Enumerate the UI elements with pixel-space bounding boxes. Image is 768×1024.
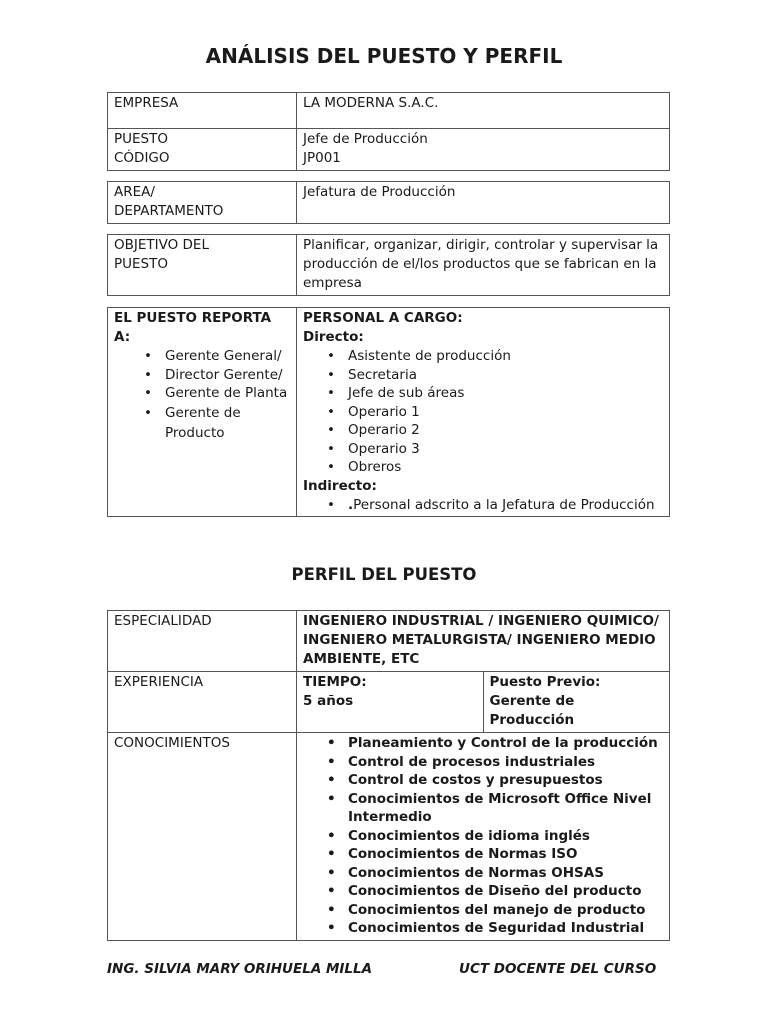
puesto-code: JP001	[303, 150, 341, 166]
indirecto-label: Indirecto:	[303, 477, 377, 494]
empresa-value: LA MODERNA S.A.C.	[297, 93, 670, 129]
list-item: • Gerente de Planta	[165, 384, 290, 403]
tiempo-value: 5 años	[303, 693, 354, 709]
list-item: • Conocimientos de Diseño del producto	[348, 882, 663, 901]
list-item: • Obreros	[348, 458, 663, 477]
list-item: • Asistente de producción	[348, 347, 663, 366]
especialidad-label: ESPECIALIDAD	[108, 611, 297, 672]
objetivo-label-1: OBJETIVO DEL	[114, 237, 209, 253]
page-title: ANÁLISIS DEL PUESTO Y PERFIL	[205, 44, 563, 68]
personal-cell	[297, 308, 670, 517]
perfil-table	[107, 610, 670, 941]
area-label	[108, 182, 297, 224]
codigo-label: CÓDIGO	[114, 150, 170, 166]
reporting-table	[107, 307, 670, 517]
tiempo-cell	[297, 672, 484, 733]
indirecto-dot: .	[348, 496, 354, 513]
puesto-label	[108, 129, 297, 171]
objetivo-value: Planificar, organizar, dirigir, controlar y supervisar la producción de el/los productos que se fabrican en la empresa	[297, 235, 670, 296]
especialidad-value: INGENIERO INDUSTRIAL / INGENIERO QUIMICO/ INGENIERO METALURGISTA/ INGENIERO MEDIO AMBIENTE, ETC	[297, 611, 670, 672]
list-item: • Secretaria	[348, 366, 663, 385]
list-item: • Control de procesos industriales	[348, 753, 663, 772]
list-item: • Jefe de sub áreas	[348, 384, 663, 403]
footer-author: ING. SILVIA MARY ORIHUELA MILLA	[107, 961, 373, 977]
list-item: • Conocimientos de Seguridad Industrial	[348, 919, 663, 938]
personal-label: PERSONAL A CARGO:	[303, 310, 463, 326]
puesto-value	[297, 129, 670, 171]
previo-cell	[483, 672, 670, 733]
list-item: • Conocimientos de Normas ISO	[348, 845, 663, 864]
list-item: • Operario 3	[348, 440, 663, 459]
list-item: • Gerente de Producto	[165, 403, 290, 443]
puesto-label-1: PUESTO	[114, 131, 168, 147]
previo-value: Gerente de Producción	[489, 693, 575, 728]
directo-label: Directo:	[303, 329, 364, 345]
reporta-list	[114, 347, 290, 443]
list-item: • Conocimientos del manejo de producto	[348, 901, 663, 920]
list-item: • Conocimientos de idioma inglés	[348, 827, 663, 846]
conocimientos-cell	[297, 733, 670, 941]
experiencia-label: EXPERIENCIA	[108, 672, 297, 733]
list-item: • Operario 2	[348, 421, 663, 440]
area-label-2: DEPARTAMENTO	[114, 203, 224, 219]
list-item: • Operario 1	[348, 403, 663, 422]
objetivo-label-2: PUESTO	[114, 256, 168, 272]
puesto-name: Jefe de Producción	[303, 131, 428, 147]
area-table	[107, 181, 670, 224]
conocimientos-list	[303, 734, 663, 938]
objetivo-label	[108, 235, 297, 296]
reporta-label: EL PUESTO REPORTA A:	[114, 310, 272, 345]
list-item: • Conocimientos de Normas OHSAS	[348, 864, 663, 883]
indirecto-list	[303, 496, 663, 515]
company-table	[107, 92, 670, 171]
section-title-perfil: PERFIL DEL PUESTO	[291, 565, 477, 584]
empresa-label: EMPRESA	[108, 93, 297, 129]
objetivo-table	[107, 234, 670, 296]
area-label-1: AREA/	[114, 184, 155, 200]
previo-label: Puesto Previo:	[489, 674, 601, 690]
list-item: • Control de costos y presupuestos	[348, 771, 663, 790]
directo-list	[303, 347, 663, 477]
conocimientos-label: CONOCIMIENTOS	[108, 733, 297, 941]
reporta-cell	[108, 308, 297, 517]
list-item: • Conocimientos de Microsoft Office Nivel Intermedio	[348, 790, 663, 827]
indirecto-text: Personal adscrito a la Jefatura de Producción	[353, 496, 655, 513]
area-value: Jefatura de Producción	[297, 182, 670, 224]
list-item: • Planeamiento y Control de la producción	[348, 734, 663, 753]
footer-course: UCT DOCENTE DEL CURSO	[459, 961, 657, 977]
tiempo-label: TIEMPO:	[303, 674, 367, 690]
list-item	[348, 496, 663, 515]
list-item: • Director Gerente/	[165, 366, 290, 385]
list-item: • Gerente General/	[165, 347, 290, 366]
